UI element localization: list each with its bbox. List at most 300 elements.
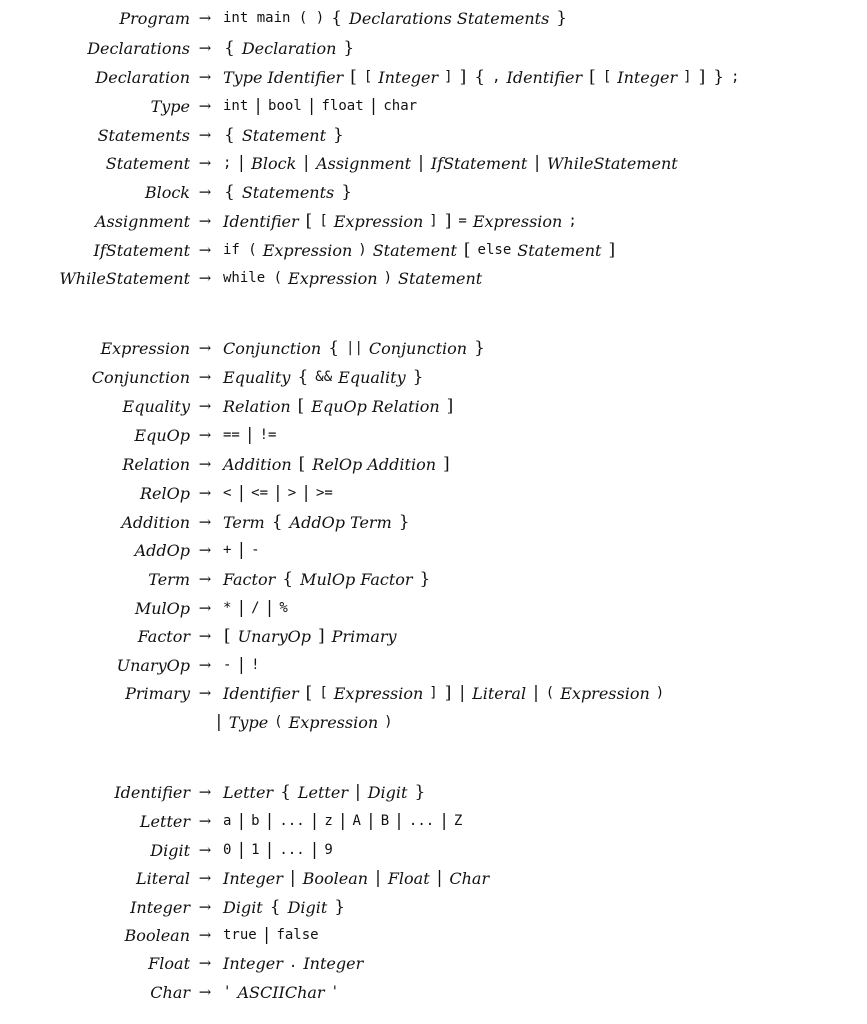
terminal-token: float (321, 98, 364, 114)
nonterminal-token: Term (223, 512, 265, 532)
terminal-token: true (223, 927, 257, 943)
nonterminal-token: Expression (262, 240, 353, 260)
grammar-rule (0, 949, 867, 977)
rule-rhs (0, 712, 396, 732)
nonterminal-token: Statements (241, 182, 335, 202)
grammar-rule (0, 679, 867, 707)
nonterminal-token: Block (251, 153, 297, 173)
grammar-rule (0, 178, 867, 206)
terminal-token: > (287, 485, 297, 501)
grammar-rule (0, 594, 867, 622)
meta-symbol: | (238, 598, 245, 618)
rule-rhs (220, 512, 414, 532)
terminal-token: = (458, 213, 467, 229)
meta-symbol: | (396, 811, 402, 831)
meta-symbol: [ (589, 67, 596, 87)
nonterminal-token: Equality (223, 367, 291, 387)
rule-lhs: Digit (150, 840, 190, 860)
terminal-token: ; (223, 155, 232, 171)
nonterminal-token: Statement (398, 268, 483, 288)
meta-symbol: { (474, 67, 486, 87)
nonterminal-token: Factor (223, 569, 276, 589)
meta-symbol: } (412, 367, 424, 387)
nonterminal-token: UnaryOp (237, 626, 312, 646)
terminal-token: a (223, 813, 232, 829)
rule-lhs: AddOp (134, 540, 190, 560)
production-arrow: → (198, 841, 212, 859)
grammar-rule (0, 363, 867, 391)
terminal-token: || (346, 340, 363, 356)
rule-lhs: UnaryOp (116, 655, 190, 675)
terminal-token: ] (429, 213, 438, 229)
nonterminal-token: Digit (367, 782, 408, 802)
rule-lhs: Program (119, 8, 190, 28)
nonterminal-token: Char (449, 868, 490, 888)
nonterminal-token: Statement (372, 240, 457, 260)
meta-symbol: } (414, 782, 426, 802)
meta-symbol: | (266, 598, 273, 618)
meta-symbol: ] (318, 626, 325, 646)
production-arrow: → (198, 9, 212, 27)
rule-lhs: Expression (100, 338, 190, 358)
meta-symbol: | (238, 840, 245, 860)
nonterminal-token: Identifier (223, 211, 299, 231)
rule-rhs (220, 683, 667, 703)
rule-rhs (220, 454, 454, 474)
meta-symbol: | (238, 811, 245, 831)
terminal-token: else (477, 242, 512, 258)
meta-symbol: | (459, 683, 466, 703)
rule-rhs (220, 954, 366, 973)
nonterminal-token: Declaration (241, 38, 337, 58)
meta-symbol: { (280, 782, 291, 802)
rule-lhs: Statements (97, 125, 190, 145)
nonterminal-token: RelOp Addition (312, 454, 436, 474)
meta-symbol: | (370, 96, 377, 116)
nonterminal-token: Float (387, 868, 430, 888)
production-arrow: → (198, 241, 212, 259)
production-arrow: → (198, 684, 212, 702)
meta-symbol: ] (444, 211, 452, 231)
nonterminal-token: Identifier (506, 67, 583, 87)
meta-symbol: | (266, 811, 273, 831)
nonterminal-token: Addition (223, 454, 292, 474)
meta-symbol: | (339, 811, 346, 831)
terminal-token: 0 (223, 842, 232, 858)
rule-lhs: Factor (137, 626, 190, 646)
meta-symbol: } (334, 897, 346, 917)
terminal-token: 1 (251, 842, 260, 858)
nonterminal-token: Conjunction (223, 338, 322, 358)
meta-symbol: { (224, 125, 235, 145)
terminal-token: while ( (223, 270, 283, 286)
terminal-token: ) (383, 270, 392, 286)
meta-symbol: [ (305, 211, 313, 231)
production-arrow: → (198, 484, 212, 502)
rule-rhs (220, 240, 619, 260)
meta-symbol: | (263, 925, 270, 945)
meta-symbol: | (238, 655, 245, 675)
production-arrow: → (198, 926, 212, 944)
meta-symbol: | (216, 712, 222, 732)
nonterminal-token: Equality (338, 367, 406, 387)
nonterminal-token: Integer (617, 67, 678, 87)
nonterminal-token: ASCIIChar (237, 982, 325, 1002)
rule-rhs (220, 38, 358, 58)
production-arrow: → (198, 627, 212, 645)
meta-symbol: | (441, 811, 447, 831)
meta-symbol: { (328, 338, 340, 358)
terminal-token: ; (568, 213, 577, 229)
rule-lhs: Relation (122, 454, 190, 474)
rule-lhs: IfStatement (93, 240, 190, 260)
rule-lhs: Type (150, 96, 190, 116)
terminal-token: - (251, 542, 260, 558)
terminal-token: [ (319, 213, 328, 229)
production-arrow: → (198, 983, 212, 1001)
nonterminal-token: Identifier (223, 683, 299, 703)
grammar-rule (0, 264, 867, 292)
rule-rhs (220, 897, 349, 917)
production-arrow: → (198, 570, 212, 588)
rule-rhs (220, 211, 580, 231)
grammar-rule (0, 4, 867, 32)
terminal-token: / (251, 600, 260, 616)
meta-symbol: { (224, 182, 235, 202)
terminal-token: ( (274, 714, 283, 730)
rule-rhs (220, 483, 336, 503)
grammar-rule (0, 149, 867, 177)
grammar-rule (0, 421, 867, 449)
rule-lhs: Declaration (95, 67, 190, 87)
nonterminal-token: Integer (223, 953, 283, 973)
nonterminal-token: IfStatement (430, 153, 528, 173)
meta-symbol: { (331, 8, 342, 28)
production-arrow: → (198, 339, 212, 357)
nonterminal-token: Statement (241, 125, 327, 145)
terminal-token: . (288, 955, 298, 971)
production-arrow: → (198, 954, 212, 972)
meta-symbol: | (238, 540, 245, 560)
nonterminal-token: Statement (517, 240, 602, 260)
grammar-rule (0, 92, 867, 120)
rule-rhs (220, 983, 342, 1002)
meta-symbol: { (282, 569, 294, 589)
grammar-rule (0, 622, 867, 650)
meta-symbol: [ (463, 240, 471, 260)
production-arrow: → (198, 898, 212, 916)
rule-lhs: Letter (139, 811, 190, 831)
meta-symbol: | (275, 483, 281, 503)
rule-lhs: Statement (105, 153, 190, 173)
terminal-token: ] (444, 69, 453, 85)
production-arrow: → (198, 269, 212, 287)
terminal-token: >= (315, 485, 333, 501)
nonterminal-token: WhileStatement (547, 153, 678, 173)
rule-rhs (220, 540, 263, 560)
production-arrow: → (198, 97, 212, 115)
terminal-token: && (315, 369, 333, 385)
nonterminal-token: Relation (223, 396, 291, 416)
rule-lhs: RelOp (140, 483, 190, 503)
rule-lhs: Addition (121, 512, 190, 532)
rule-rhs (220, 338, 489, 358)
meta-symbol: } (398, 512, 410, 532)
nonterminal-token: Expression (472, 211, 563, 231)
grammar-rule (0, 864, 867, 892)
nonterminal-token: Digit (287, 897, 328, 917)
rule-rhs (220, 782, 429, 802)
rule-lhs: MulOp (134, 598, 190, 618)
terminal-token: < (223, 485, 232, 501)
meta-symbol: | (533, 683, 539, 703)
meta-symbol: | (367, 811, 374, 831)
nonterminal-token: AddOp Term (289, 512, 392, 532)
terminal-token: ... (279, 842, 305, 858)
nonterminal-token: Conjunction (368, 338, 468, 358)
nonterminal-token: Type Identifier (223, 67, 344, 87)
production-arrow: → (198, 513, 212, 531)
production-arrow: → (198, 68, 212, 86)
rule-lhs: Equality (122, 396, 190, 416)
meta-symbol: [ (298, 454, 306, 474)
meta-symbol: { (224, 38, 235, 58)
production-arrow: → (198, 154, 212, 172)
rule-rhs (220, 182, 356, 202)
rule-rhs (220, 367, 427, 387)
grammar-rule (0, 63, 867, 91)
production-arrow: → (198, 183, 212, 201)
grammar-rule (0, 978, 867, 1006)
terminal-token: A (352, 813, 361, 829)
grammar-rule (0, 34, 867, 62)
rule-lhs: Declarations (87, 38, 190, 58)
nonterminal-token: Integer (303, 953, 364, 973)
meta-symbol: [ (305, 683, 313, 703)
production-arrow: → (198, 656, 212, 674)
nonterminal-token: Letter (297, 782, 348, 802)
nonterminal-token: Expression (288, 268, 378, 288)
nonterminal-token: Boolean (302, 868, 369, 888)
rule-rhs (220, 569, 434, 589)
nonterminal-token: Declarations Statements (348, 8, 550, 28)
terminal-token: z (324, 813, 333, 829)
production-arrow: → (198, 455, 212, 473)
grammar-rule (0, 450, 867, 478)
terminal-token: * (223, 600, 232, 616)
nonterminal-token: Primary (331, 626, 397, 646)
rule-rhs (220, 96, 420, 116)
nonterminal-token: Integer (378, 67, 439, 87)
nonterminal-token: Expression (288, 712, 379, 732)
terminal-token: [ (363, 69, 373, 85)
terminal-token: ) (384, 714, 393, 730)
terminal-token: b (251, 813, 260, 829)
grammar-rule (0, 836, 867, 864)
production-arrow: → (198, 368, 212, 386)
meta-symbol: | (375, 868, 381, 888)
grammar-rule (0, 207, 867, 235)
terminal-token: ... (279, 813, 305, 829)
rule-lhs: WhileStatement (59, 268, 190, 288)
meta-symbol: | (289, 868, 296, 888)
meta-symbol: | (266, 840, 273, 860)
terminal-token: int main ( ) (223, 10, 325, 26)
grammar-rule (0, 708, 867, 736)
meta-symbol: | (255, 96, 262, 116)
nonterminal-token: MulOp Factor (300, 569, 413, 589)
grammar-rule (0, 921, 867, 949)
meta-symbol: } (419, 569, 431, 589)
grammar-rule (0, 392, 867, 420)
meta-symbol: } (713, 67, 725, 87)
terminal-token: ] (683, 69, 692, 85)
rule-rhs (220, 655, 263, 675)
rule-rhs (220, 153, 681, 173)
grammar-rule (0, 479, 867, 507)
rule-lhs: Integer (130, 897, 190, 917)
terminal-token: ) (358, 242, 367, 258)
rule-lhs: Identifier (114, 782, 190, 802)
meta-symbol: [ (350, 67, 357, 87)
nonterminal-token: Assignment (316, 153, 412, 173)
rule-rhs (220, 925, 322, 945)
rule-rhs (220, 8, 571, 28)
meta-symbol: | (534, 153, 541, 173)
meta-symbol: | (418, 153, 424, 173)
rule-rhs (220, 598, 291, 618)
terminal-token: bool (268, 98, 302, 114)
terminal-token: ; (731, 69, 740, 85)
nonterminal-token: Digit (223, 897, 263, 917)
terminal-token: [ (319, 685, 328, 701)
terminal-token: 9 (324, 842, 333, 858)
meta-symbol: | (308, 96, 315, 116)
grammar-rule (0, 121, 867, 149)
terminal-token: ] (429, 685, 438, 701)
nonterminal-token: Literal (472, 683, 527, 703)
rule-lhs: EquOp (134, 425, 190, 445)
nonterminal-token: Letter (223, 782, 274, 802)
meta-symbol: } (556, 8, 568, 28)
grammar-rule (0, 651, 867, 679)
terminal-token: ( (545, 685, 555, 701)
grammar-rule (0, 536, 867, 564)
terminal-token: ! (251, 657, 260, 673)
terminal-token: - (223, 657, 232, 673)
production-arrow: → (198, 812, 212, 830)
meta-symbol: { (297, 367, 309, 387)
meta-symbol: | (436, 868, 443, 888)
terminal-token: char (383, 98, 418, 114)
grammar-rule (0, 508, 867, 536)
terminal-token: != (259, 427, 277, 443)
rule-lhs: Char (150, 982, 190, 1002)
meta-symbol: ] (446, 396, 454, 416)
meta-symbol: [ (297, 396, 305, 416)
meta-symbol: | (303, 153, 310, 173)
meta-symbol: | (246, 425, 253, 445)
rule-lhs: Conjunction (91, 367, 190, 387)
grammar-rule (0, 334, 867, 362)
rule-rhs (220, 67, 742, 87)
production-arrow: → (198, 126, 212, 144)
meta-symbol: ] (459, 67, 467, 87)
meta-symbol: } (341, 182, 353, 202)
terminal-token: == (223, 427, 240, 443)
production-arrow: → (198, 212, 212, 230)
rule-lhs: Primary (125, 683, 190, 703)
rule-lhs: Term (148, 569, 190, 589)
terminal-token: [ (602, 69, 612, 85)
rule-rhs (220, 269, 485, 288)
rule-rhs (220, 868, 492, 888)
grammar-rule (0, 778, 867, 806)
terminal-token: if ( (223, 242, 257, 258)
production-arrow: → (198, 541, 212, 559)
terminal-token: Z (453, 813, 463, 829)
production-arrow: → (198, 869, 212, 887)
terminal-token: int (223, 98, 249, 114)
grammar-rule (0, 236, 867, 264)
meta-symbol: { (269, 897, 281, 917)
meta-symbol: | (238, 483, 245, 503)
rule-lhs: Float (148, 953, 190, 973)
production-arrow: → (198, 39, 212, 57)
meta-symbol: | (311, 811, 318, 831)
rule-rhs (220, 811, 465, 831)
rule-rhs (220, 125, 348, 145)
terminal-token: false (276, 927, 319, 943)
production-arrow: → (198, 783, 212, 801)
grammar-rule (0, 565, 867, 593)
rule-rhs (220, 396, 457, 416)
grammar-rule (0, 807, 867, 835)
meta-symbol: | (354, 782, 361, 802)
meta-symbol: ] (443, 454, 450, 474)
terminal-token: % (279, 600, 288, 616)
meta-symbol: } (333, 125, 344, 145)
meta-symbol: ] (444, 683, 452, 703)
meta-symbol: [ (224, 626, 231, 646)
rule-rhs (220, 840, 336, 860)
rule-rhs (220, 626, 400, 646)
terminal-token: <= (251, 485, 269, 501)
rule-lhs: Boolean (124, 925, 190, 945)
terminal-token: B (380, 813, 390, 829)
rule-rhs (220, 425, 279, 445)
terminal-token: ... (408, 813, 435, 829)
terminal-token: , (492, 69, 501, 85)
terminal-token: ) (655, 685, 665, 701)
meta-symbol: } (474, 338, 485, 358)
production-arrow: → (198, 397, 212, 415)
meta-symbol: | (303, 483, 309, 503)
nonterminal-token: Expression (560, 683, 650, 703)
production-arrow: → (198, 599, 212, 617)
meta-symbol: ] (698, 67, 706, 87)
meta-symbol: } (343, 38, 355, 58)
grammar-rule (0, 893, 867, 921)
nonterminal-token: Expression (333, 211, 424, 231)
terminal-token: ' (223, 984, 232, 1000)
production-arrow: → (198, 426, 212, 444)
terminal-token: ' (330, 984, 340, 1000)
terminal-token: + (223, 542, 232, 558)
nonterminal-token: Expression (333, 683, 424, 703)
rule-lhs: Assignment (94, 211, 190, 231)
rule-lhs: Block (144, 182, 190, 202)
